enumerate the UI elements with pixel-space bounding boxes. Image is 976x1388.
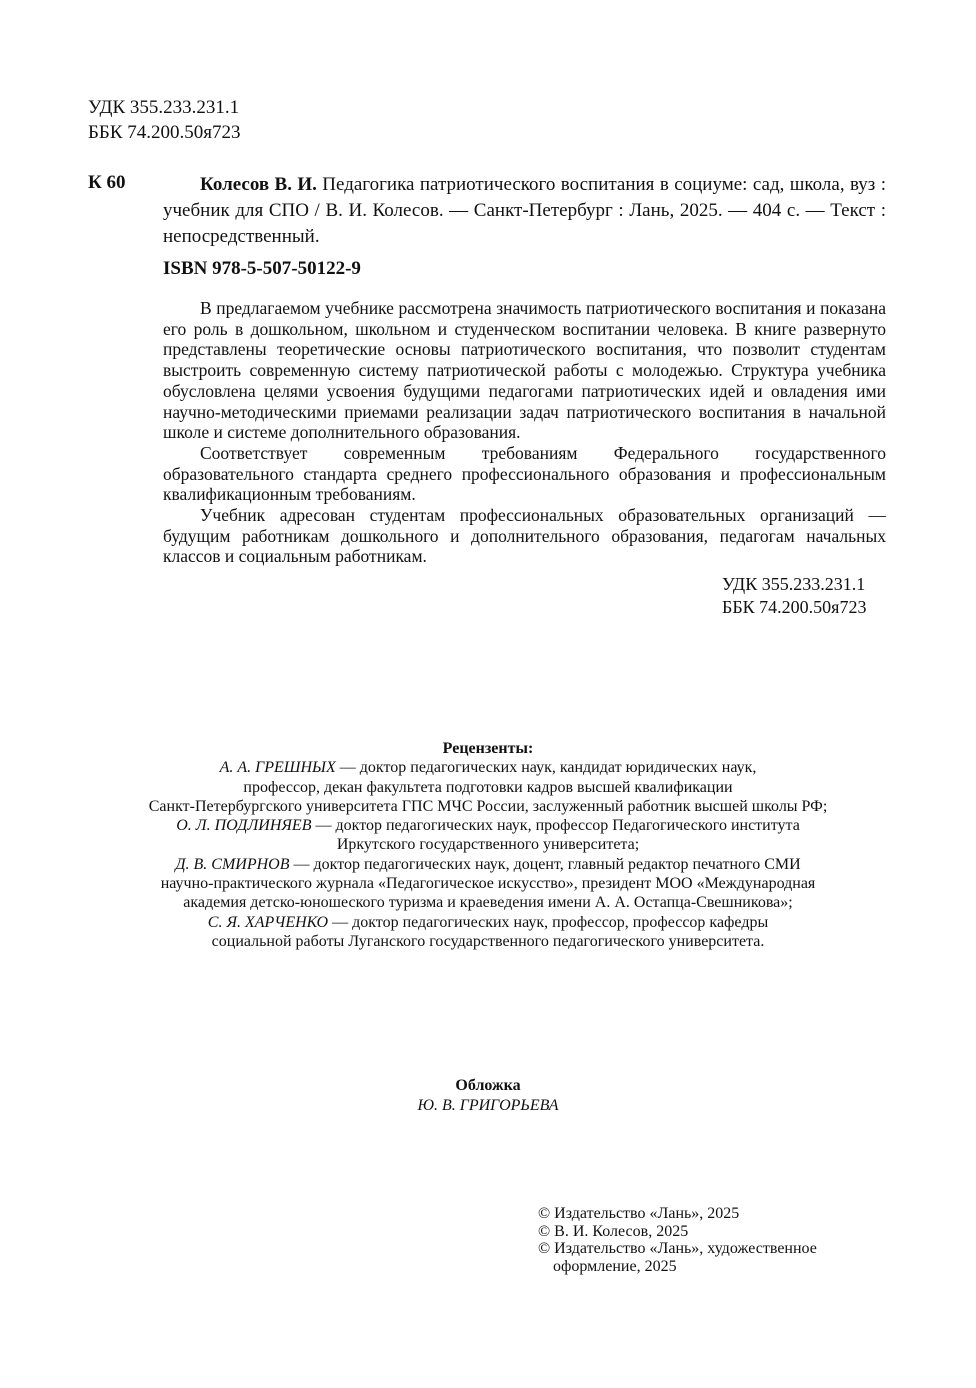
reviewer-name: А. А. ГРЕШНЫХ: [219, 759, 336, 777]
reviewer-line: А. А. ГРЕШНЫХ — доктор педагогических наук, кандидат юридических наук,: [219, 759, 757, 777]
udk-code: УДК 355.233.231.1: [722, 574, 866, 594]
reviewers-heading: Рецензенты:: [442, 740, 534, 757]
cover-designer: Ю. В. ГРИГОРЬЕВА: [417, 1096, 559, 1114]
footer-classification: [722, 573, 866, 619]
reviewer-name: Д. В. СМИРНОВ: [175, 855, 290, 873]
copyright-line: оформление, 2025: [553, 1257, 677, 1275]
abstract: [163, 298, 886, 567]
header-classification: [88, 95, 240, 145]
abstract-paragraph: В предлагаемом учебнике рассмотрена значимость патриотического воспитания и показана его роль в дошкольном, школьном и студенческом воспитании человека. В книге развернуто представлены теоретические основы патриотического воспитания, что позволит студентам выстроить современную систему патриотической работы с молодежью. Структура учебника обусловлена целями усвоения будущими педагогами патриотических идей и овладения ими научно-методическими приемами реализации задач патриотического воспитания в начальной школе и системе дополнительного образования.: [163, 298, 886, 443]
reviewer-line: С. Я. ХАРЧЕНКО — доктор педагогических наук, профессор, профессор кафедры: [207, 913, 769, 931]
reviewer-line: Иркутского государственного университета;: [336, 836, 640, 854]
abstract-paragraph: Учебник адресован студентам профессиональных образовательных организаций — будущим работникам дошкольного и дополнительного образования, педагогам начальных классов и социальным работникам.: [163, 505, 886, 567]
copyright-line: © Издательство «Лань», 2025: [538, 1205, 740, 1222]
book-description: Педагогика патриотического воспитания в социуме: сад, школа, вуз : учебник для СПО / В. И. Колесов. — Санкт-Петербург : Лань, 2025. — 404 с. — Текст : непосредственный.: [163, 174, 886, 247]
isbn: ISBN 978-5-507-50122-9: [163, 258, 361, 279]
copyright-block: [538, 1205, 868, 1275]
bbk-code: ББК 74.200.50я723: [722, 597, 867, 617]
copyright-line: © В. И. Колесов, 2025: [538, 1222, 689, 1240]
reviewer-name: С. Я. ХАРЧЕНКО: [207, 913, 329, 931]
reviewer-line: академия детско-юношеского туризма и краеведения имени А. А. Остапца-Свешникова»;: [183, 894, 793, 912]
abstract-paragraph: Соответствует современным требованиям Федерального государственного образовательного стандарта среднего профессионального образования и профессиональным квалификационным требованиям.: [163, 442, 886, 505]
reviewer-line: социальной работы Луганского государственного педагогического университета.: [211, 932, 765, 950]
reviewers-section: [100, 739, 876, 951]
reviewer-line: профессор, декан факультета подготовки кадров высшей квалификации: [243, 778, 733, 796]
reviewer-line: Санкт-Петербургского университета ГПС МЧС России, заслуженный работник высшей школы РФ;: [148, 797, 828, 815]
bibliographic-description: [163, 172, 886, 250]
bbk-code: ББК 74.200.50я723: [88, 122, 241, 143]
udk-code: УДК 355.233.231.1: [88, 97, 240, 118]
author-name: Колесов В. И.: [200, 174, 317, 195]
cover-heading: Обложка: [455, 1077, 521, 1094]
copyright-line: © Издательство «Лань», художественное: [538, 1240, 817, 1258]
reviewer-name: О. Л. ПОДЛИНЯЕВ: [176, 817, 312, 835]
author-mark: К 60: [88, 172, 126, 193]
reviewer-line: О. Л. ПОДЛИНЯЕВ — доктор педагогических наук, профессор Педагогического института: [176, 817, 800, 835]
reviewer-line: научно-практического журнала «Педагогическое искусство», президент МОО «Международная: [160, 875, 816, 893]
reviewer-line: Д. В. СМИРНОВ — доктор педагогических наук, доцент, главный редактор печатного СМИ: [175, 855, 801, 873]
cover-credit: [300, 1076, 676, 1115]
